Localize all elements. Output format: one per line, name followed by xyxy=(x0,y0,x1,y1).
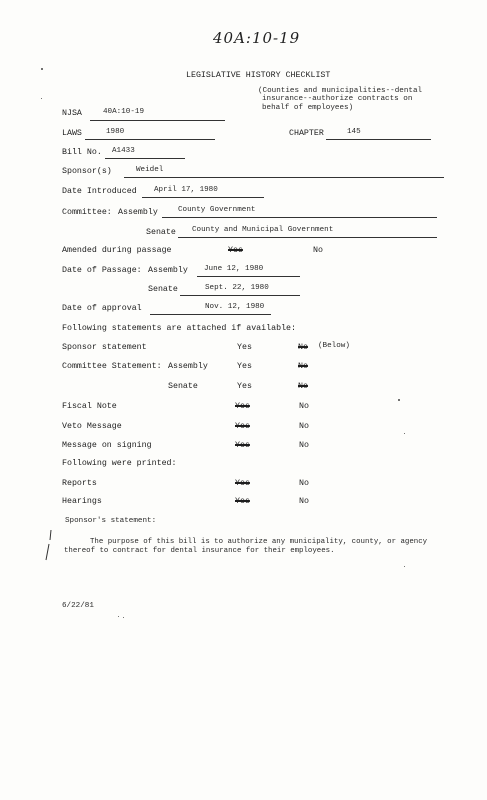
sponsor-statement-no-struck: No xyxy=(298,343,308,352)
committee-statement-senate-label: Senate xyxy=(168,382,198,391)
bill-underline xyxy=(105,158,185,159)
chapter-label: CHAPTER xyxy=(289,129,324,138)
date-passage-label: Date of Passage: xyxy=(62,266,142,275)
message-signing-yes-struck: Yes xyxy=(235,441,250,450)
date-passage-assembly-value: June 12, 1980 xyxy=(204,265,264,273)
reports-label: Reports xyxy=(62,479,97,488)
njsa-label: NJSA xyxy=(62,109,82,118)
njsa-value: 40A:10-19 xyxy=(103,108,145,116)
date-passage-assembly-underline xyxy=(197,276,300,277)
statement-line-2: thereof to contract for dental insurance for their employees. xyxy=(64,547,335,555)
sponsor-underline xyxy=(124,177,444,178)
hearings-no: No xyxy=(299,497,309,506)
committee-statement-senate-yes: Yes xyxy=(237,382,252,391)
date-passage-assembly-label: Assembly xyxy=(148,266,188,275)
footer-date: 6/22/81 xyxy=(62,602,94,610)
scan-speck xyxy=(118,616,119,617)
following-printed-heading: Following were printed: xyxy=(62,459,177,468)
njsa-underline xyxy=(90,120,225,121)
amended-yes-struck: Yes xyxy=(228,246,243,255)
committee-assembly-label: Assembly xyxy=(118,208,158,217)
message-signing-no: No xyxy=(299,441,309,450)
laws-value: 1980 xyxy=(106,128,125,136)
scan-speck xyxy=(404,433,405,434)
committee-assembly-underline xyxy=(162,217,437,218)
amended-no: No xyxy=(313,246,323,255)
bill-value: A1433 xyxy=(112,147,135,155)
veto-message-yes-struck: Yes xyxy=(235,422,250,431)
laws-label: LAWS xyxy=(62,129,82,138)
bill-label: Bill No. xyxy=(62,148,102,157)
fiscal-note-label: Fiscal Note xyxy=(62,402,117,411)
committee-statement-assembly-yes: Yes xyxy=(237,362,252,371)
amended-label: Amended during passage xyxy=(62,246,172,255)
date-approval-label: Date of approval xyxy=(62,304,142,313)
fiscal-note-yes-struck: Yes xyxy=(235,402,250,411)
committee-statement-label: Committee Statement: xyxy=(62,362,162,371)
chapter-value: 145 xyxy=(347,128,361,136)
date-approval-value: Nov. 12, 1980 xyxy=(205,303,265,311)
committee-label: Committee: xyxy=(62,208,112,217)
header-note-line-1: (Counties and municipalities--dental xyxy=(258,87,423,95)
date-passage-senate-label: Senate xyxy=(148,285,178,294)
scan-speck xyxy=(41,68,43,70)
chapter-underline xyxy=(326,139,431,140)
laws-underline xyxy=(85,139,215,140)
sponsor-statement-label: Sponsor statement xyxy=(62,343,147,352)
date-introduced-label: Date Introduced xyxy=(62,187,137,196)
following-attached-heading: Following statements are attached if available: xyxy=(62,324,297,333)
sponsor-statement-note: (Below) xyxy=(318,342,350,350)
scan-speck xyxy=(41,98,42,99)
sponsor-statement-yes: Yes xyxy=(237,343,252,352)
hearings-yes-struck: Yes xyxy=(235,497,250,506)
date-passage-senate-underline xyxy=(180,295,300,296)
reports-yes-struck: Yes xyxy=(235,479,250,488)
scan-speck xyxy=(404,566,405,567)
scan-speck xyxy=(398,399,400,401)
veto-message-no: No xyxy=(299,422,309,431)
hearings-label: Hearings xyxy=(62,497,102,506)
veto-message-label: Veto Message xyxy=(62,422,122,431)
sponsor-value: Weidel xyxy=(136,166,164,174)
date-introduced-underline xyxy=(142,197,264,198)
date-introduced-value: April 17, 1980 xyxy=(154,186,218,194)
sponsor-label: Sponsor(s) xyxy=(62,167,112,176)
header-note-line-2: insurance--authorize contracts on xyxy=(262,95,413,103)
document-title: LEGISLATIVE HISTORY CHECKLIST xyxy=(186,71,331,80)
date-passage-senate-value: Sept. 22, 1980 xyxy=(205,284,269,292)
scan-speck xyxy=(123,617,124,618)
committee-statement-senate-no-struck: No xyxy=(298,382,308,391)
sponsors-statement-heading: Sponsor's statement: xyxy=(65,517,157,525)
committee-senate-label: Senate xyxy=(146,228,176,237)
committee-assembly-value: County Government xyxy=(178,206,256,214)
committee-senate-underline xyxy=(178,237,437,238)
header-note-line-3: behalf of employees) xyxy=(262,104,354,112)
committee-statement-assembly-no-struck: No xyxy=(298,362,308,371)
handwritten-title: 40A:10-19 xyxy=(213,29,301,47)
committee-senate-value: County and Municipal Government xyxy=(192,226,334,234)
statement-line-1: The purpose of this bill is to authorize any municipality, county, or agency xyxy=(90,538,428,546)
message-signing-label: Message on signing xyxy=(62,441,152,450)
margin-pen-mark xyxy=(44,528,54,564)
fiscal-note-no: No xyxy=(299,402,309,411)
committee-statement-assembly-label: Assembly xyxy=(168,362,208,371)
date-approval-underline xyxy=(150,314,271,315)
reports-no: No xyxy=(299,479,309,488)
